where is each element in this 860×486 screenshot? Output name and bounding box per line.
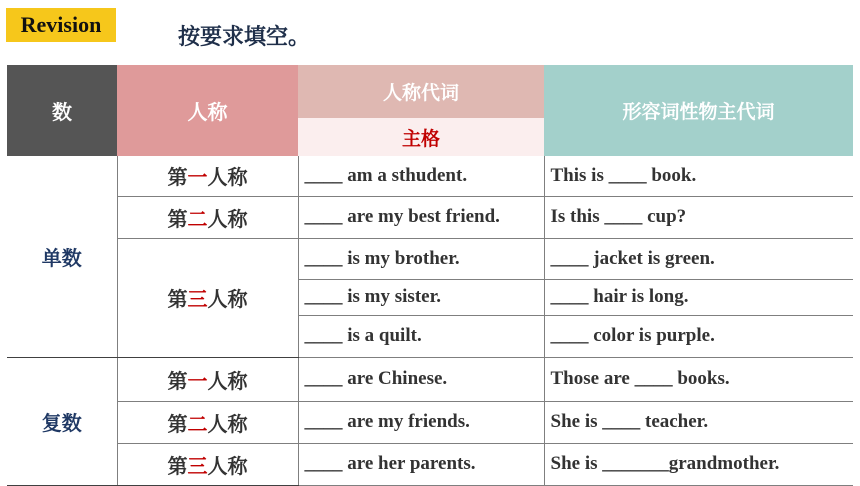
possessive-sentence: ____ hair is long.	[544, 279, 853, 315]
person-label: 第一人称	[117, 156, 298, 196]
pronoun-sentence: ____ am a sthudent.	[298, 156, 544, 196]
header-possessive-pronoun: 形容词性物主代词	[544, 65, 853, 156]
revision-badge: Revision	[6, 8, 116, 42]
possessive-sentence: She is _______grandmother.	[544, 443, 853, 485]
possessive-sentence: ____ jacket is green.	[544, 238, 853, 279]
possessive-sentence: Those are ____ books.	[544, 357, 853, 401]
person-label: 第三人称	[117, 443, 298, 485]
person-label: 第二人称	[117, 401, 298, 443]
person-label: 第二人称	[117, 196, 298, 238]
pronoun-sentence: ____ are her parents.	[298, 443, 544, 485]
header-subjective-case: 主格	[298, 118, 544, 156]
pronoun-sentence: ____ are my best friend.	[298, 196, 544, 238]
pronoun-sentence: ____ is my brother.	[298, 238, 544, 279]
group-label-singular: 单数	[7, 156, 117, 357]
pronoun-sentence: ____ is a quilt.	[298, 315, 544, 357]
possessive-sentence: This is ____ book.	[544, 156, 853, 196]
pronoun-sentence: ____ are my friends.	[298, 401, 544, 443]
header-personal-pronoun: 人称代词	[298, 65, 544, 118]
group-label-plural: 复数	[7, 357, 117, 485]
possessive-sentence: ____ color is purple.	[544, 315, 853, 357]
header-person: 人称	[117, 65, 298, 156]
person-label: 第一人称	[117, 357, 298, 401]
pronoun-table	[7, 65, 853, 486]
pronoun-sentence: ____ are Chinese.	[298, 357, 544, 401]
possessive-sentence: Is this ____ cup?	[544, 196, 853, 238]
possessive-sentence: She is ____ teacher.	[544, 401, 853, 443]
person-label: 第三人称	[117, 238, 298, 357]
pronoun-sentence: ____ is my sister.	[298, 279, 544, 315]
header-number: 数	[7, 65, 117, 156]
instruction-title: 按要求填空。	[178, 25, 311, 50]
